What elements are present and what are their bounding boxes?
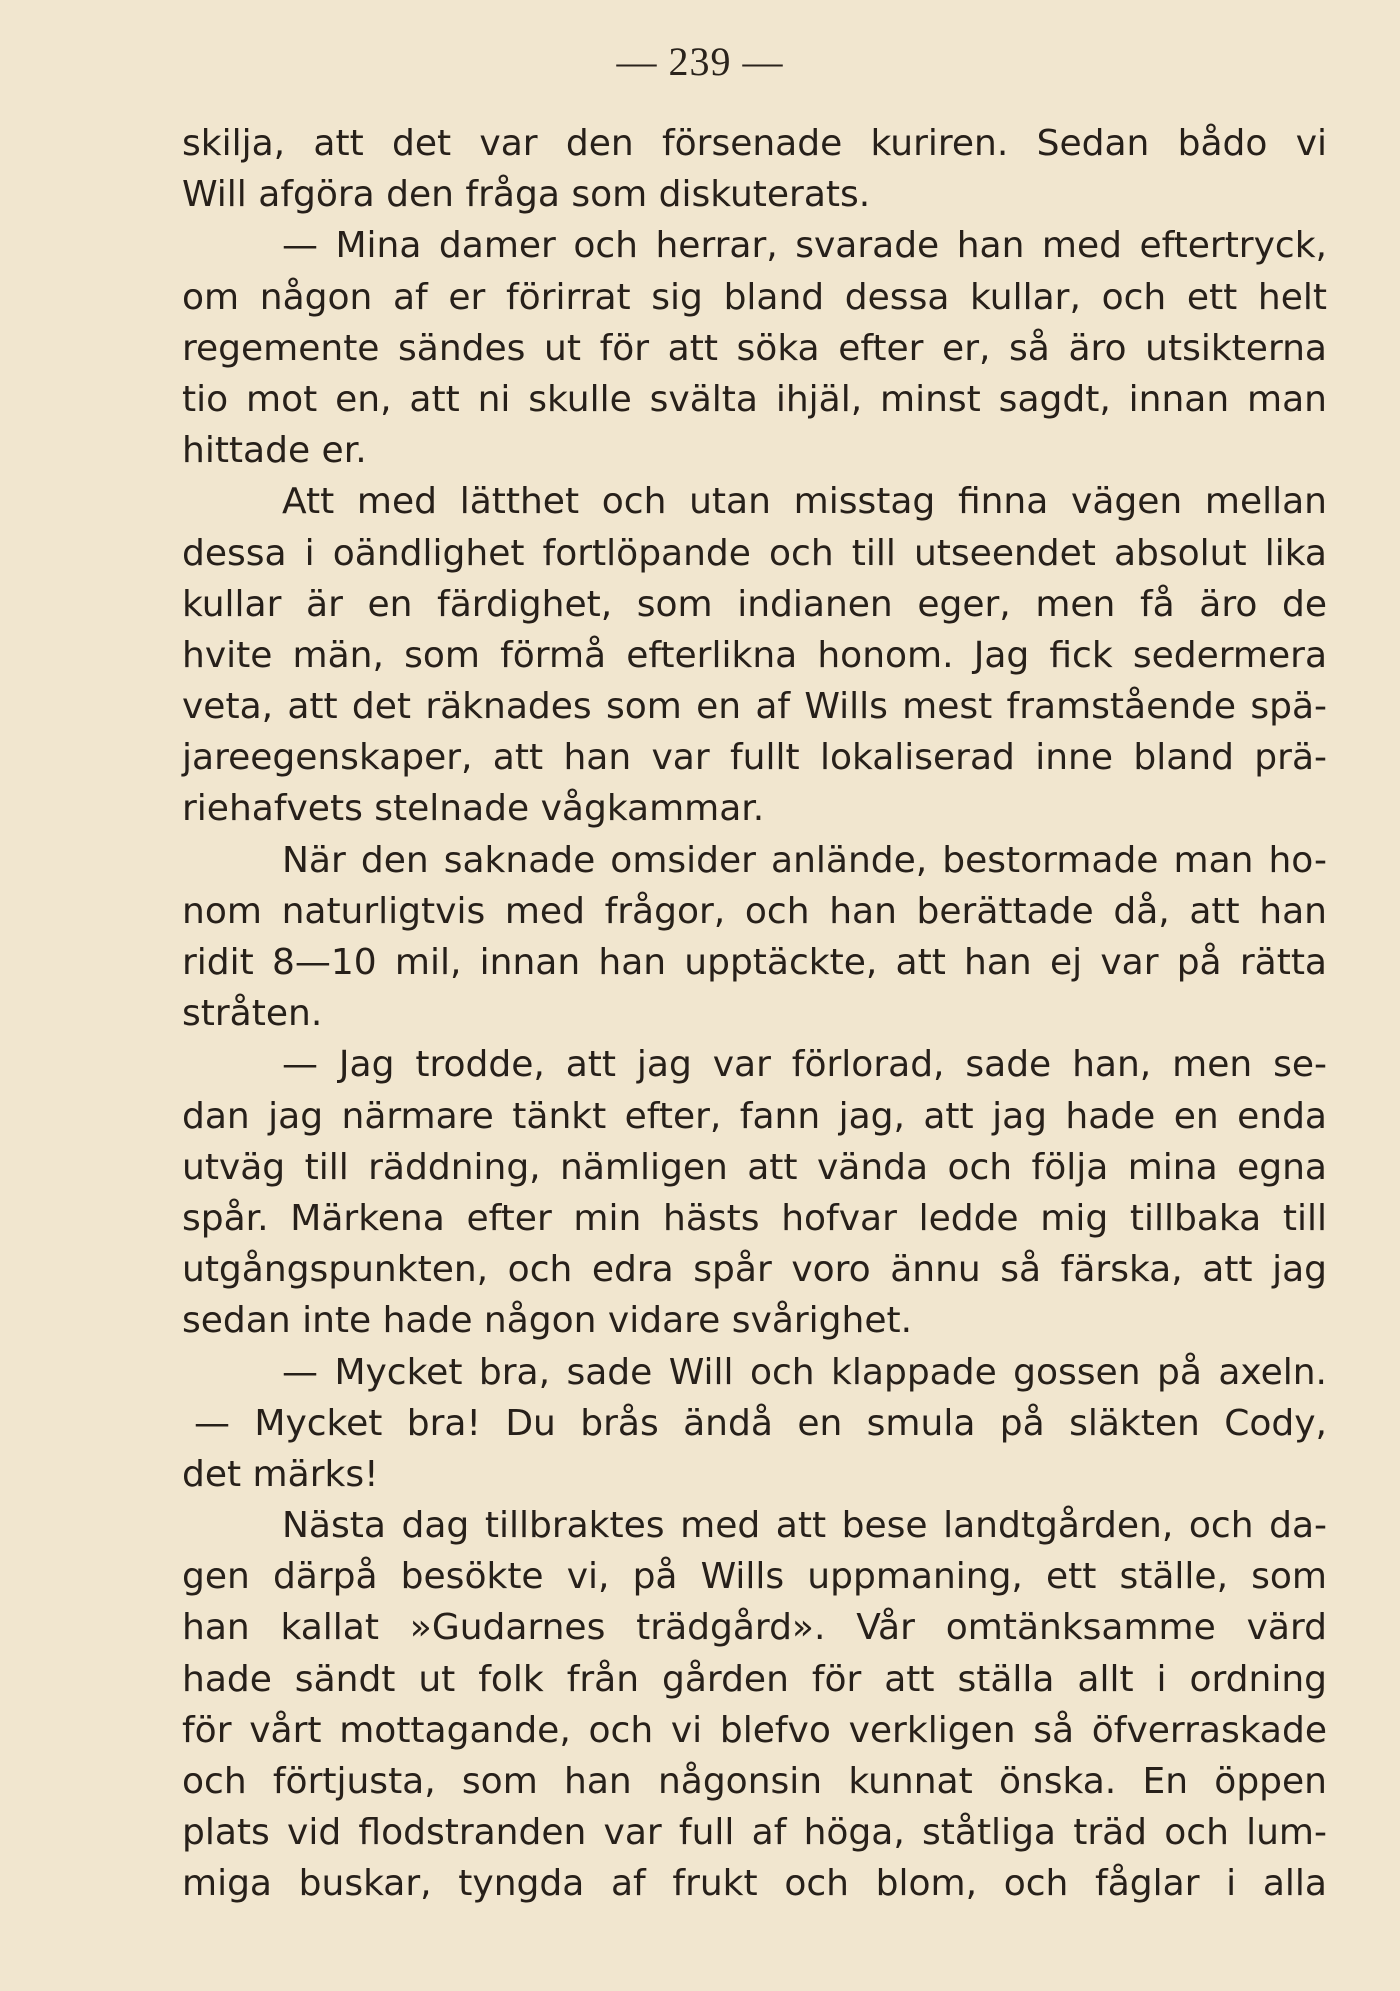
text-line: om någon af er förirrat sig bland dessa kullar, och ett helt bbox=[182, 276, 1327, 318]
text-line: — Mycket bra! Du brås ändå en smula på släkten Cody, bbox=[194, 1402, 1327, 1444]
text-line: stråten. bbox=[182, 993, 323, 1035]
text-line: Nästa dag tillbraktes med att bese landtgården, och da- bbox=[282, 1505, 1327, 1547]
text-line: dan jag närmare tänkt efter, fann jag, att jag hade en enda bbox=[182, 1095, 1327, 1137]
text-line: utväg till räddning, nämligen att vända och följa mina egna bbox=[182, 1146, 1327, 1188]
text-line: miga buskar, tyngda af frukt och blom, och fåglar i alla bbox=[182, 1863, 1327, 1905]
text-line: Att med lätthet och utan misstag finna vägen mellan bbox=[282, 481, 1327, 523]
text-line: spår. Märkena efter min hästs hofvar ledde mig tillbaka till bbox=[182, 1197, 1327, 1239]
body-text bbox=[182, 118, 1327, 1910]
text-line: dessa i oändlighet fortlöpande och till utseendet absolut lika bbox=[182, 532, 1327, 574]
text-line: ridit 8—10 mil, innan han upptäckte, att han ej var på rätta bbox=[182, 942, 1327, 983]
text-line: — Jag trodde, att jag var förlorad, sade han, men se- bbox=[282, 1044, 1327, 1086]
text-line: plats vid flodstranden var full af höga, ståtliga träd och lum- bbox=[182, 1812, 1327, 1854]
text-line: När den saknade omsider anlände, bestormade man ho- bbox=[282, 839, 1327, 881]
text-line: och förtjusta, som han någonsin kunnat önska. En öppen bbox=[182, 1761, 1327, 1802]
text-line: han kallat »Gudarnes trädgård». Vår omtänksamme värd bbox=[182, 1607, 1327, 1649]
text-line: regemente sändes ut för att söka efter er, så äro utsikterna bbox=[182, 327, 1327, 369]
text-line: nom naturligtvis med frågor, och han berättade då, att han bbox=[182, 890, 1327, 932]
text-line: kullar är en färdighet, som indianen eger, men få äro de bbox=[182, 583, 1327, 625]
text-line: gen därpå besökte vi, på Wills uppmaning, ett ställe, som bbox=[182, 1556, 1327, 1598]
text-line: hvite män, som förmå efterlikna honom. Jag fick sedermera bbox=[182, 634, 1327, 676]
text-line: hittade er. bbox=[182, 430, 367, 472]
page-number: — 239 — bbox=[616, 39, 784, 84]
text-line: jareegenskaper, att han var fullt lokaliserad inne bland prä- bbox=[182, 737, 1327, 779]
text-line: veta, att det räknades som en af Wills mest framstående spä- bbox=[182, 686, 1327, 728]
text-line: skilja, att det var den försenade kuriren. Sedan bådo vi bbox=[182, 123, 1327, 164]
text-line: riehafvets stelnade vågkammar. bbox=[182, 788, 765, 830]
text-line: Will afgöra den fråga som diskuterats. bbox=[182, 174, 871, 216]
text-line: — Mycket bra, sade Will och klappade gossen på axeln. bbox=[282, 1351, 1327, 1393]
text-line: hade sändt ut folk från gården för att ställa allt i ordning bbox=[182, 1658, 1327, 1700]
text-line: för vårt mottagande, och vi blefvo verkligen så öfverraskade bbox=[182, 1709, 1327, 1751]
text-line: tio mot en, att ni skulle svälta ihjäl, minst sagdt, innan man bbox=[182, 378, 1327, 420]
text-line: det märks! bbox=[182, 1453, 379, 1495]
text-line: — Mina damer och herrar, svarade han med eftertryck, bbox=[282, 225, 1327, 267]
text-line: sedan inte hade någon vidare svårighet. bbox=[182, 1300, 913, 1342]
text-line: utgångspunkten, och edra spår voro ännu så färska, att jag bbox=[182, 1249, 1327, 1291]
